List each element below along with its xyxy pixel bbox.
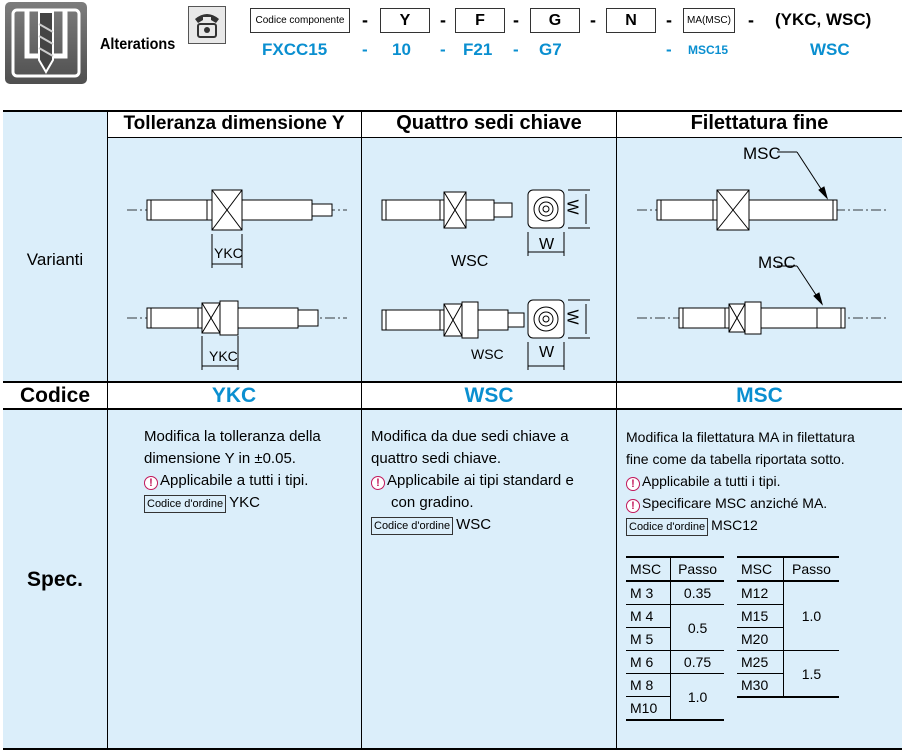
pitch-msc: M 3 [626,581,671,605]
drill-logo-icon [5,2,87,84]
order-code-tag: Codice d'ordine [144,495,226,513]
pitch-header-passo: Passo [783,557,839,581]
value-dash: - [362,40,368,59]
separator-dash: - [440,10,446,30]
code-ykc: YKC [211,383,257,407]
spec-wsc [371,426,611,536]
spec-ykc-note: ! Applicabile a tutti i tipi. [144,470,354,492]
w-label-lower: W [539,344,555,361]
col-header-ykc: Tolleranza dimensione Y [123,112,345,134]
value-f: F21 [463,40,493,59]
pitch-table-right [737,556,839,698]
spec-wsc-note2: con gradino. [391,494,474,511]
warning-icon: ! [626,477,640,491]
value-dash: - [513,40,519,59]
spec-msc-note2: ! Specificare MSC anziché MA. [626,492,900,514]
separator-dash: - [590,10,596,30]
order-code-tag: Codice d'ordine [626,518,708,536]
pitch-table-left [626,556,724,721]
separator-dash: - [362,10,368,30]
spec-wsc-note1: ! Applicabile ai tipi standard e [371,470,611,492]
spec-wsc-text2: quattro sedi chiave. [371,450,502,467]
value-dash: - [440,40,446,59]
spec-msc-text1: Modifica la filettatura MA in filettatura [626,429,855,445]
warning-icon: ! [626,499,640,513]
col-header-msc: Filettatura fine [690,112,829,134]
pitch-value: 1.5 [783,651,839,698]
pitch-msc: M10 [626,697,671,721]
separator-dash: - [513,10,519,30]
pitch-msc: M 5 [626,628,671,651]
pitch-msc: M15 [737,605,783,628]
phone-icon [188,6,226,44]
pitch-value: 0.35 [671,581,724,605]
ykc-label-lower: YKC [209,348,238,364]
pitch-header-msc: MSC [737,557,783,581]
alterations-title: Alterations [100,36,176,53]
order-code-value: YKC [229,494,260,511]
wsc-diagram [362,138,616,381]
pitch-msc: M25 [737,651,783,674]
spec-ykc-text1: Modifica la tolleranza della [144,428,321,445]
spec-msc [626,426,900,536]
pitch-msc: M 4 [626,605,671,628]
pitch-value: 0.75 [671,651,724,674]
spec-ykc-order [144,492,354,514]
spec-msc-text2: fine come da tabella riportata sotto. [626,451,845,467]
code-box-y: Y [380,8,430,33]
wsc-label-lower: WSC [471,346,504,362]
pitch-msc: M30 [737,674,783,698]
pitch-value: 1.0 [783,581,839,651]
code-wsc: WSC [464,383,514,407]
alteration-note: (YKC, WSC) [775,10,872,29]
order-code-tag: Codice d'ordine [371,517,453,535]
value-dash: - [666,40,672,59]
pitch-msc: M 6 [626,651,671,674]
msc-label-upper: MSC [743,144,781,163]
code-box-g: G [530,8,580,33]
pitch-header-passo: Passo [671,557,724,581]
separator-dash: - [748,10,754,30]
pitch-msc: M 8 [626,674,671,697]
code-box-ma: MA(MSC) [683,8,735,33]
pitch-value: 0.5 [671,605,724,651]
code-box-componente: Codice componente [250,8,350,33]
msc-label-lower: MSC [758,253,796,272]
w-label-side-lower: W [563,309,581,325]
value-fxcc15: FXCC15 [262,40,328,59]
col-header-wsc: Quattro sedi chiave [396,112,582,134]
spec-ykc [144,426,354,514]
code-msc: MSC [736,383,783,407]
w-label-side-upper: W [563,199,581,215]
spec-wsc-order [371,514,611,536]
separator-dash: - [666,10,672,30]
spec-msc-order [626,514,900,536]
value-y: 10 [392,40,411,59]
warning-icon: ! [371,476,385,490]
row-label-spec: Spec. [26,567,84,591]
value-wsc: WSC [810,40,850,59]
spec-wsc-text1: Modifica da due sedi chiave a [371,428,569,445]
order-code-value: WSC [456,516,492,533]
spec-ykc-text2: dimensione Y in ±0.05. [144,450,296,467]
code-box-n: N [606,8,656,33]
pitch-header-msc: MSC [626,557,671,581]
alterations-table [3,110,902,750]
table-bottom-border [3,748,902,750]
ykc-label-upper: YKC [214,245,243,261]
pitch-msc: M20 [737,628,783,651]
w-label-upper: W [539,236,555,253]
pitch-msc: M12 [737,581,783,605]
row-label-variants: Varianti [26,249,84,269]
order-code-value: MSC12 [711,517,758,533]
value-msc: MSC15 [688,43,729,57]
value-g: G7 [539,40,562,59]
pitch-value: 1.0 [671,674,724,721]
spec-msc-note1: ! Applicabile a tutti i tipi. [626,470,900,492]
code-box-f: F [455,8,505,33]
warning-icon: ! [144,476,158,490]
wsc-label-upper: WSC [451,253,489,270]
row-label-code: Codice [19,383,90,407]
